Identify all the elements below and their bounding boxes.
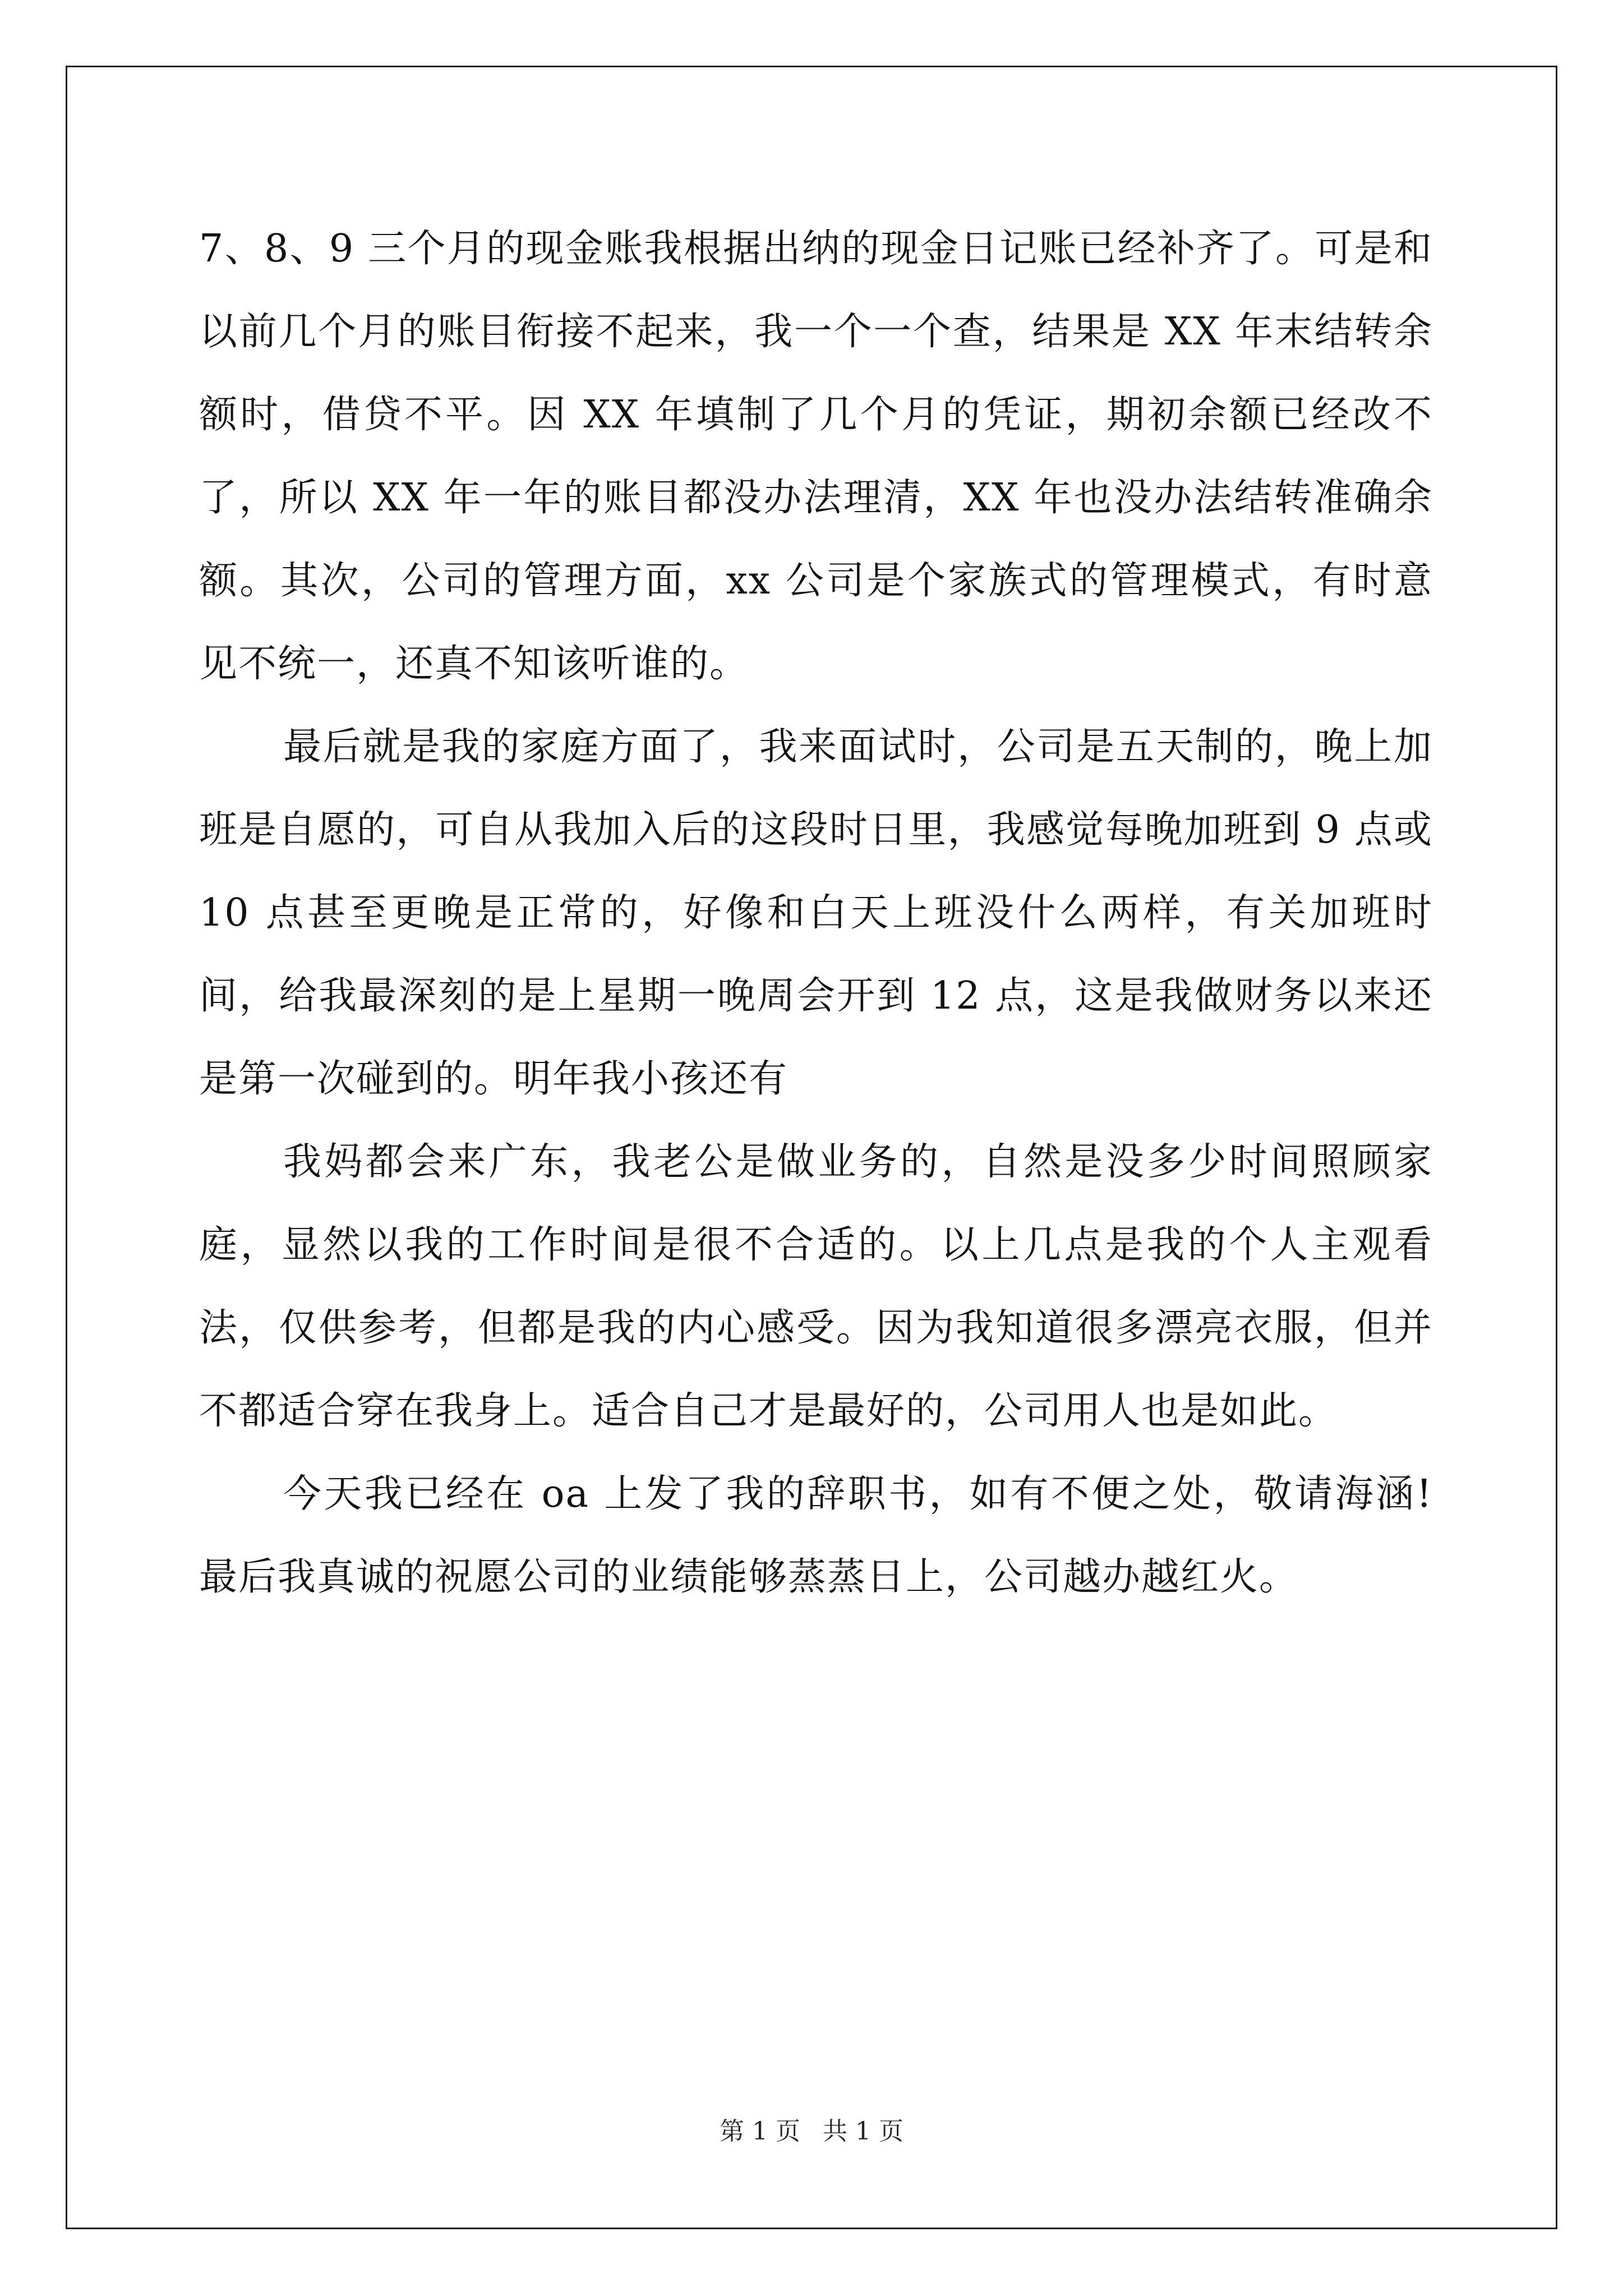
document-body [199, 208, 1433, 1619]
paragraph-2: 最后就是我的家庭方面了，我来面试时，公司是五天制的，晚上加班是自愿的，可自从我加入后的这段时日里，我感觉每晚加班到 9 点或 10 点甚至更晚是正常的，好像和白天上班没什么两样，有关加班时间，给我最深刻的是上星期一晚周会开到 12 点，这是我做财务以来还是第一次碰到的。明年我小孩还有 [199, 725, 1433, 1101]
page-number: 第 1 页 [720, 2117, 800, 2146]
page-total: 共 1 页 [823, 2117, 903, 2146]
paragraph-3: 我妈都会来广东，我老公是做业务的，自然是没多少时间照顾家庭，显然以我的工作时间是很不合适的。以上几点是我的个人主观看法，仅供参考，但都是我的内心感受。因为我知道很多漂亮衣服，但并不都适合穿在我身上。适合自己才是最好的，公司用人也是如此。 [199, 1140, 1433, 1433]
paragraph-4: 今天我已经在 oa 上发了我的辞职书，如有不便之处，敬请海涵!最后我真诚的祝愿公司的业绩能够蒸蒸日上，公司越办越红火。 [199, 1472, 1433, 1599]
paragraph-1: 7、8、9 三个月的现金账我根据出纳的现金日记账已经补齐了。可是和以前几个月的账目衔接不起来，我一个一个查，结果是 XX 年末结转余额时，借贷不平。因 XX 年填制了几个月的凭证，期初余额已经改不了，所以 XX 年一年的账目都没办法理清，XX 年也没办法结转准确余额。其次，公司的管理方面，xx 公司是个家族式的管理模式，有时意见不统一，还真不知该听谁的。 [199, 227, 1433, 686]
page-footer [0, 2115, 1623, 2148]
